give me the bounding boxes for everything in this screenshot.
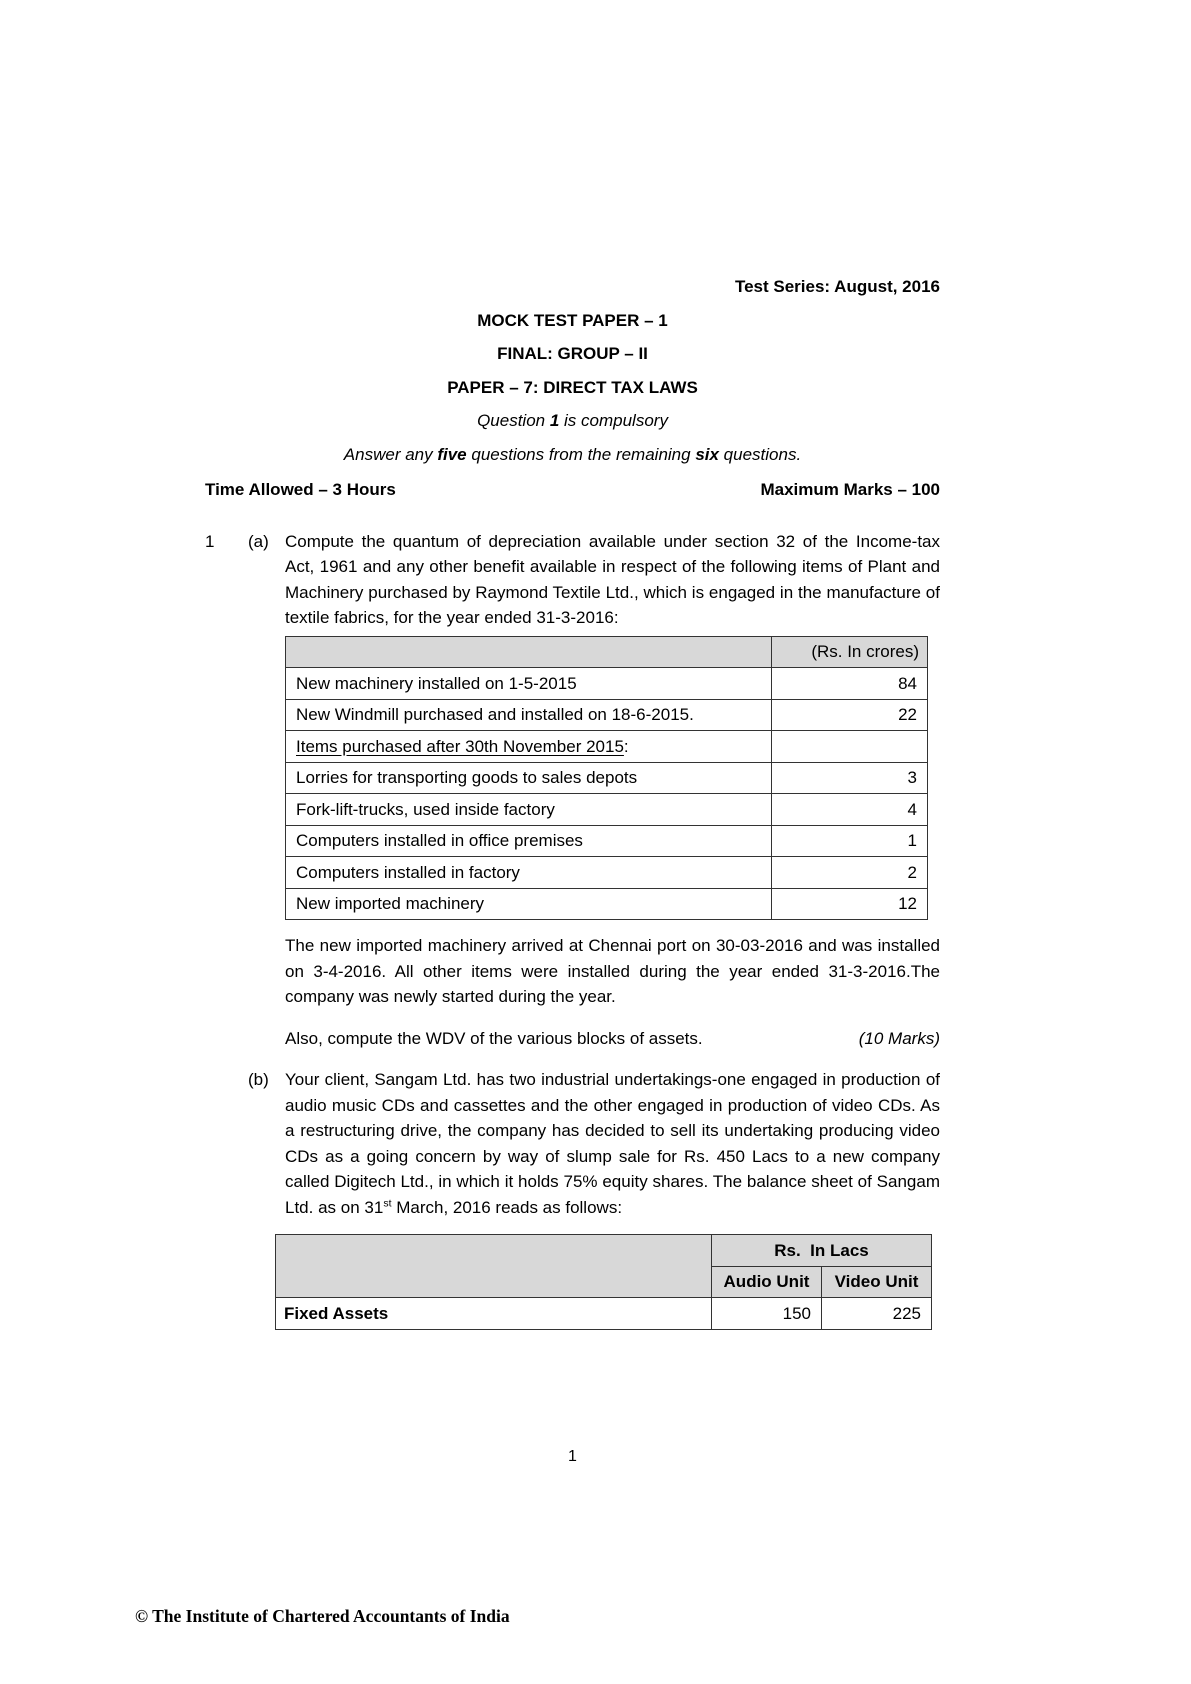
header-empty-cell xyxy=(276,1235,712,1298)
table-header-row xyxy=(286,636,928,668)
table-row xyxy=(286,731,928,763)
answer-instruction-part: Answer any xyxy=(343,444,438,464)
item-label-cell: Fork-lift-trucks, used inside factory xyxy=(286,794,772,826)
audio-value-cell: 150 xyxy=(712,1298,822,1330)
item-label-cell xyxy=(286,731,772,763)
item-label-cell: New imported machinery xyxy=(286,888,772,920)
item-value-cell: 12 xyxy=(772,888,928,920)
also-compute-text: Also, compute the WDV of the various blocks of assets. xyxy=(285,1028,703,1048)
question-part-label-a: (a) xyxy=(248,531,269,551)
question-1b xyxy=(205,1067,940,1220)
table-row xyxy=(286,857,928,889)
copyright-footer: © The Institute of Chartered Accountants of India xyxy=(135,1606,510,1626)
question-1b-text-end: March, 2016 reads as follows: xyxy=(391,1197,623,1217)
machinery-note-paragraph: The new imported machinery arrived at Chennai port on 30-03-2016 and was installed on 3-4-2016. All other items were installed during the year ended 31-3-2016.The company was newly started during the year. xyxy=(285,936,940,1006)
item-value-cell: 3 xyxy=(772,762,928,794)
table-header-row xyxy=(276,1235,932,1267)
answer-instruction-part: questions from the remaining xyxy=(466,444,696,464)
item-label-cell: Computers installed in factory xyxy=(286,857,772,889)
header-empty-cell xyxy=(286,636,772,668)
balance-sheet-table xyxy=(275,1234,932,1330)
answer-instruction-six: six xyxy=(695,444,719,464)
item-label-cell: Lorries for transporting goods to sales depots xyxy=(286,762,772,794)
underlined-subheading: Items purchased after 30th November 2015 xyxy=(296,736,624,756)
question-1a xyxy=(205,529,940,631)
item-value-cell xyxy=(772,731,928,763)
item-value-cell: 4 xyxy=(772,794,928,826)
item-value-cell: 1 xyxy=(772,825,928,857)
header-unit-cell: (Rs. In crores) xyxy=(772,636,928,668)
item-value-cell: 2 xyxy=(772,857,928,889)
test-series-label: Test Series: August, 2016 xyxy=(734,277,940,296)
table-row xyxy=(286,888,928,920)
answer-instruction-five: five xyxy=(437,444,467,464)
table-row xyxy=(286,762,928,794)
compulsory-note xyxy=(205,408,940,434)
compulsory-note-text: Question xyxy=(477,411,550,430)
table-row xyxy=(286,794,928,826)
marks-label: (10 Marks) xyxy=(858,1028,940,1048)
video-value-cell: 225 xyxy=(822,1298,932,1330)
balance-item-label: Fixed Assets xyxy=(276,1298,712,1330)
compulsory-note-text-after: is compulsory xyxy=(559,411,668,430)
depreciation-items-table xyxy=(285,636,928,921)
time-allowed-label: Time Allowed – 3 Hours xyxy=(205,480,396,499)
page-content xyxy=(205,274,940,1330)
answer-instruction-part: questions. xyxy=(718,444,802,464)
item-value-cell: 22 xyxy=(772,699,928,731)
item-value-cell: 84 xyxy=(772,668,928,700)
video-unit-header: Video Unit xyxy=(822,1266,932,1298)
answer-instruction xyxy=(205,442,940,468)
title-final-group: FINAL: GROUP – II xyxy=(497,344,648,363)
question-number: 1 xyxy=(205,531,215,551)
title-paper-subject: PAPER – 7: DIRECT TAX LAWS xyxy=(447,377,698,397)
table-row xyxy=(286,825,928,857)
audio-unit-header: Audio Unit xyxy=(712,1266,822,1298)
item-label-cell: Computers installed in office premises xyxy=(286,825,772,857)
item-label-cell: New machinery installed on 1-5-2015 xyxy=(286,668,772,700)
question-number-spacer xyxy=(205,1067,248,1220)
question-1a-text: Compute the quantum of depreciation available under section 32 of the Income-tax Act, 1961 and any other benefit available in respect of the following items of Plant and Machinery purchased by Raymond Textile Ltd., which is engaged in the manufacture of textile fabrics, for the year ended 31-3-2016: xyxy=(285,531,940,627)
rs-in-lacs-header: Rs. In Lacs xyxy=(712,1235,932,1267)
question-1b-text-main: Your client, Sangam Ltd. has two industrial undertakings-one engaged in production of audio music CDs and cassettes and the other engaged in production of video CDs. As a restructuring drive, the company has decided to sell its undertaking producing video CDs as a going concern by way of slump sale for Rs. 450 Lacs to a new company called Digitech Ltd., in which it holds 75% equity shares. The balance sheet of Sangam Ltd. as on 31 xyxy=(285,1070,940,1217)
time-marks-row xyxy=(205,477,940,503)
title-mock-test-paper: MOCK TEST PAPER – 1 xyxy=(477,310,668,330)
table-row xyxy=(276,1298,932,1330)
subheading-colon: : xyxy=(623,736,629,756)
table-row xyxy=(286,668,928,700)
compulsory-question-number: 1 xyxy=(549,411,560,430)
ordinal-superscript: st xyxy=(383,1196,392,1209)
maximum-marks-label: Maximum Marks – 100 xyxy=(760,480,940,499)
question-1b-text xyxy=(285,1067,940,1220)
item-label-cell: New Windmill purchased and installed on 18-6-2015. xyxy=(286,699,772,731)
page-number: 1 xyxy=(568,1448,577,1465)
table-row xyxy=(286,699,928,731)
question-part-label-b: (b) xyxy=(248,1070,269,1089)
also-compute-row xyxy=(285,1026,940,1052)
